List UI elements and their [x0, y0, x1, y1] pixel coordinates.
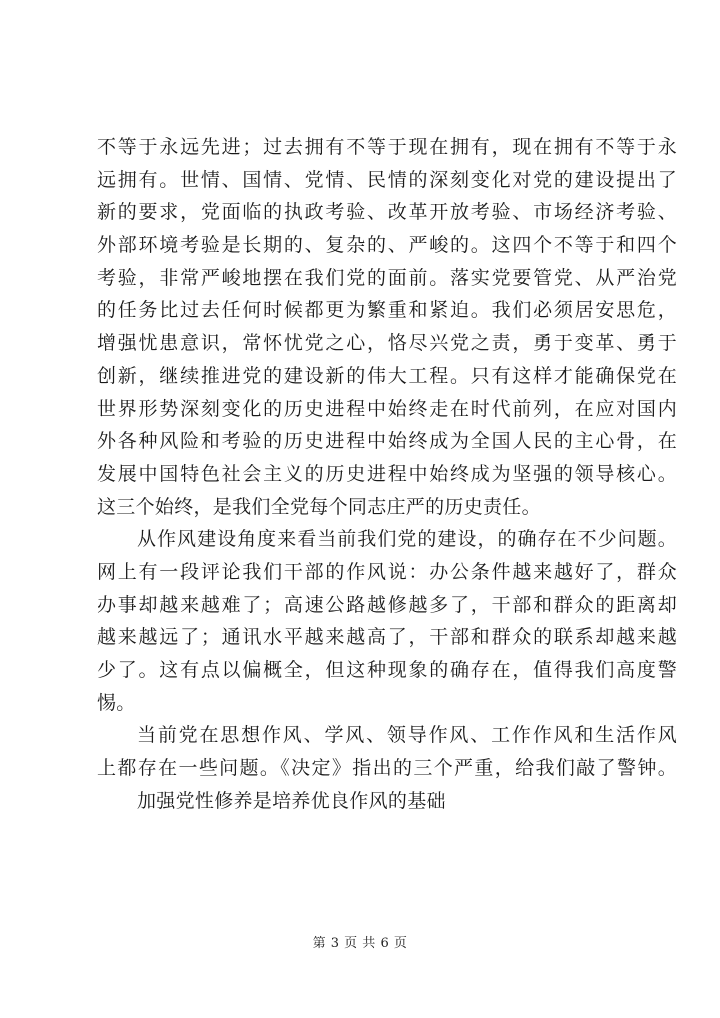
text-line: 创新，继续推进党的建设新的伟大工程。只有这样才能确保党在	[97, 364, 677, 387]
section-heading: 加强党性修养是培养优良作风的基础	[137, 789, 446, 812]
page-number-footer: 第 3 页 共 6 页	[312, 936, 408, 951]
text-line: 外各种风险和考验的历史进程中始终成为全国人民的主心骨，在	[97, 430, 677, 453]
text-line: 不等于永远先进；过去拥有不等于现在拥有，现在拥有不等于永	[97, 136, 677, 158]
text-line: 越来越远了；通讯水平越来越高了，干部和群众的联系却越来越	[97, 626, 677, 649]
text-line-paragraph-start: 从作风建设角度来看当前我们党的建设，的确存在不少问题。	[137, 528, 677, 551]
text-line: 的任务比过去任何时候都更为繁重和紧迫。我们必须居安思危，	[97, 299, 677, 322]
text-line: 上都存在一些问题。《决定》指出的三个严重，给我们敲了警钟。	[97, 757, 677, 780]
text-line: 办事却越来越难了；高速公路越修越多了，干部和群众的距离却	[97, 593, 677, 616]
text-line: 少了。这有点以偏概全，但这种现象的确存在，值得我们高度警	[97, 659, 677, 681]
text-line: 增强忧患意识，常怀忧党之心，恪尽兴党之责，勇于变革、勇于	[97, 332, 677, 355]
text-line-paragraph-start: 当前党在思想作风、学风、领导作风、工作作风和生活作风	[137, 724, 677, 747]
text-line: 惕。	[97, 691, 136, 714]
text-line: 远拥有。世情、国情、党情、民情的深刻变化对党的建设提出了	[97, 168, 677, 191]
text-line: 外部环境考验是长期的、复杂的、严峻的。这四个不等于和四个	[97, 234, 677, 257]
body-text	[97, 131, 677, 817]
text-line: 网上有一段评论我们干部的作风说：办公条件越来越好了，群众	[97, 560, 677, 583]
text-line: 世界形势深刻变化的历史进程中始终走在时代前列，在应对国内	[97, 397, 677, 420]
text-line: 考验，非常严峻地摆在我们党的面前。落实党要管党、从严治党	[97, 266, 677, 289]
text-line: 发展中国特色社会主义的历史进程中始终成为坚强的领导核心。	[97, 462, 677, 485]
text-line: 这三个始终，是我们全党每个同志庄严的历史责任。	[97, 495, 541, 518]
text-line: 新的要求，党面临的执政考验、改革开放考验、市场经济考验、	[97, 201, 677, 224]
